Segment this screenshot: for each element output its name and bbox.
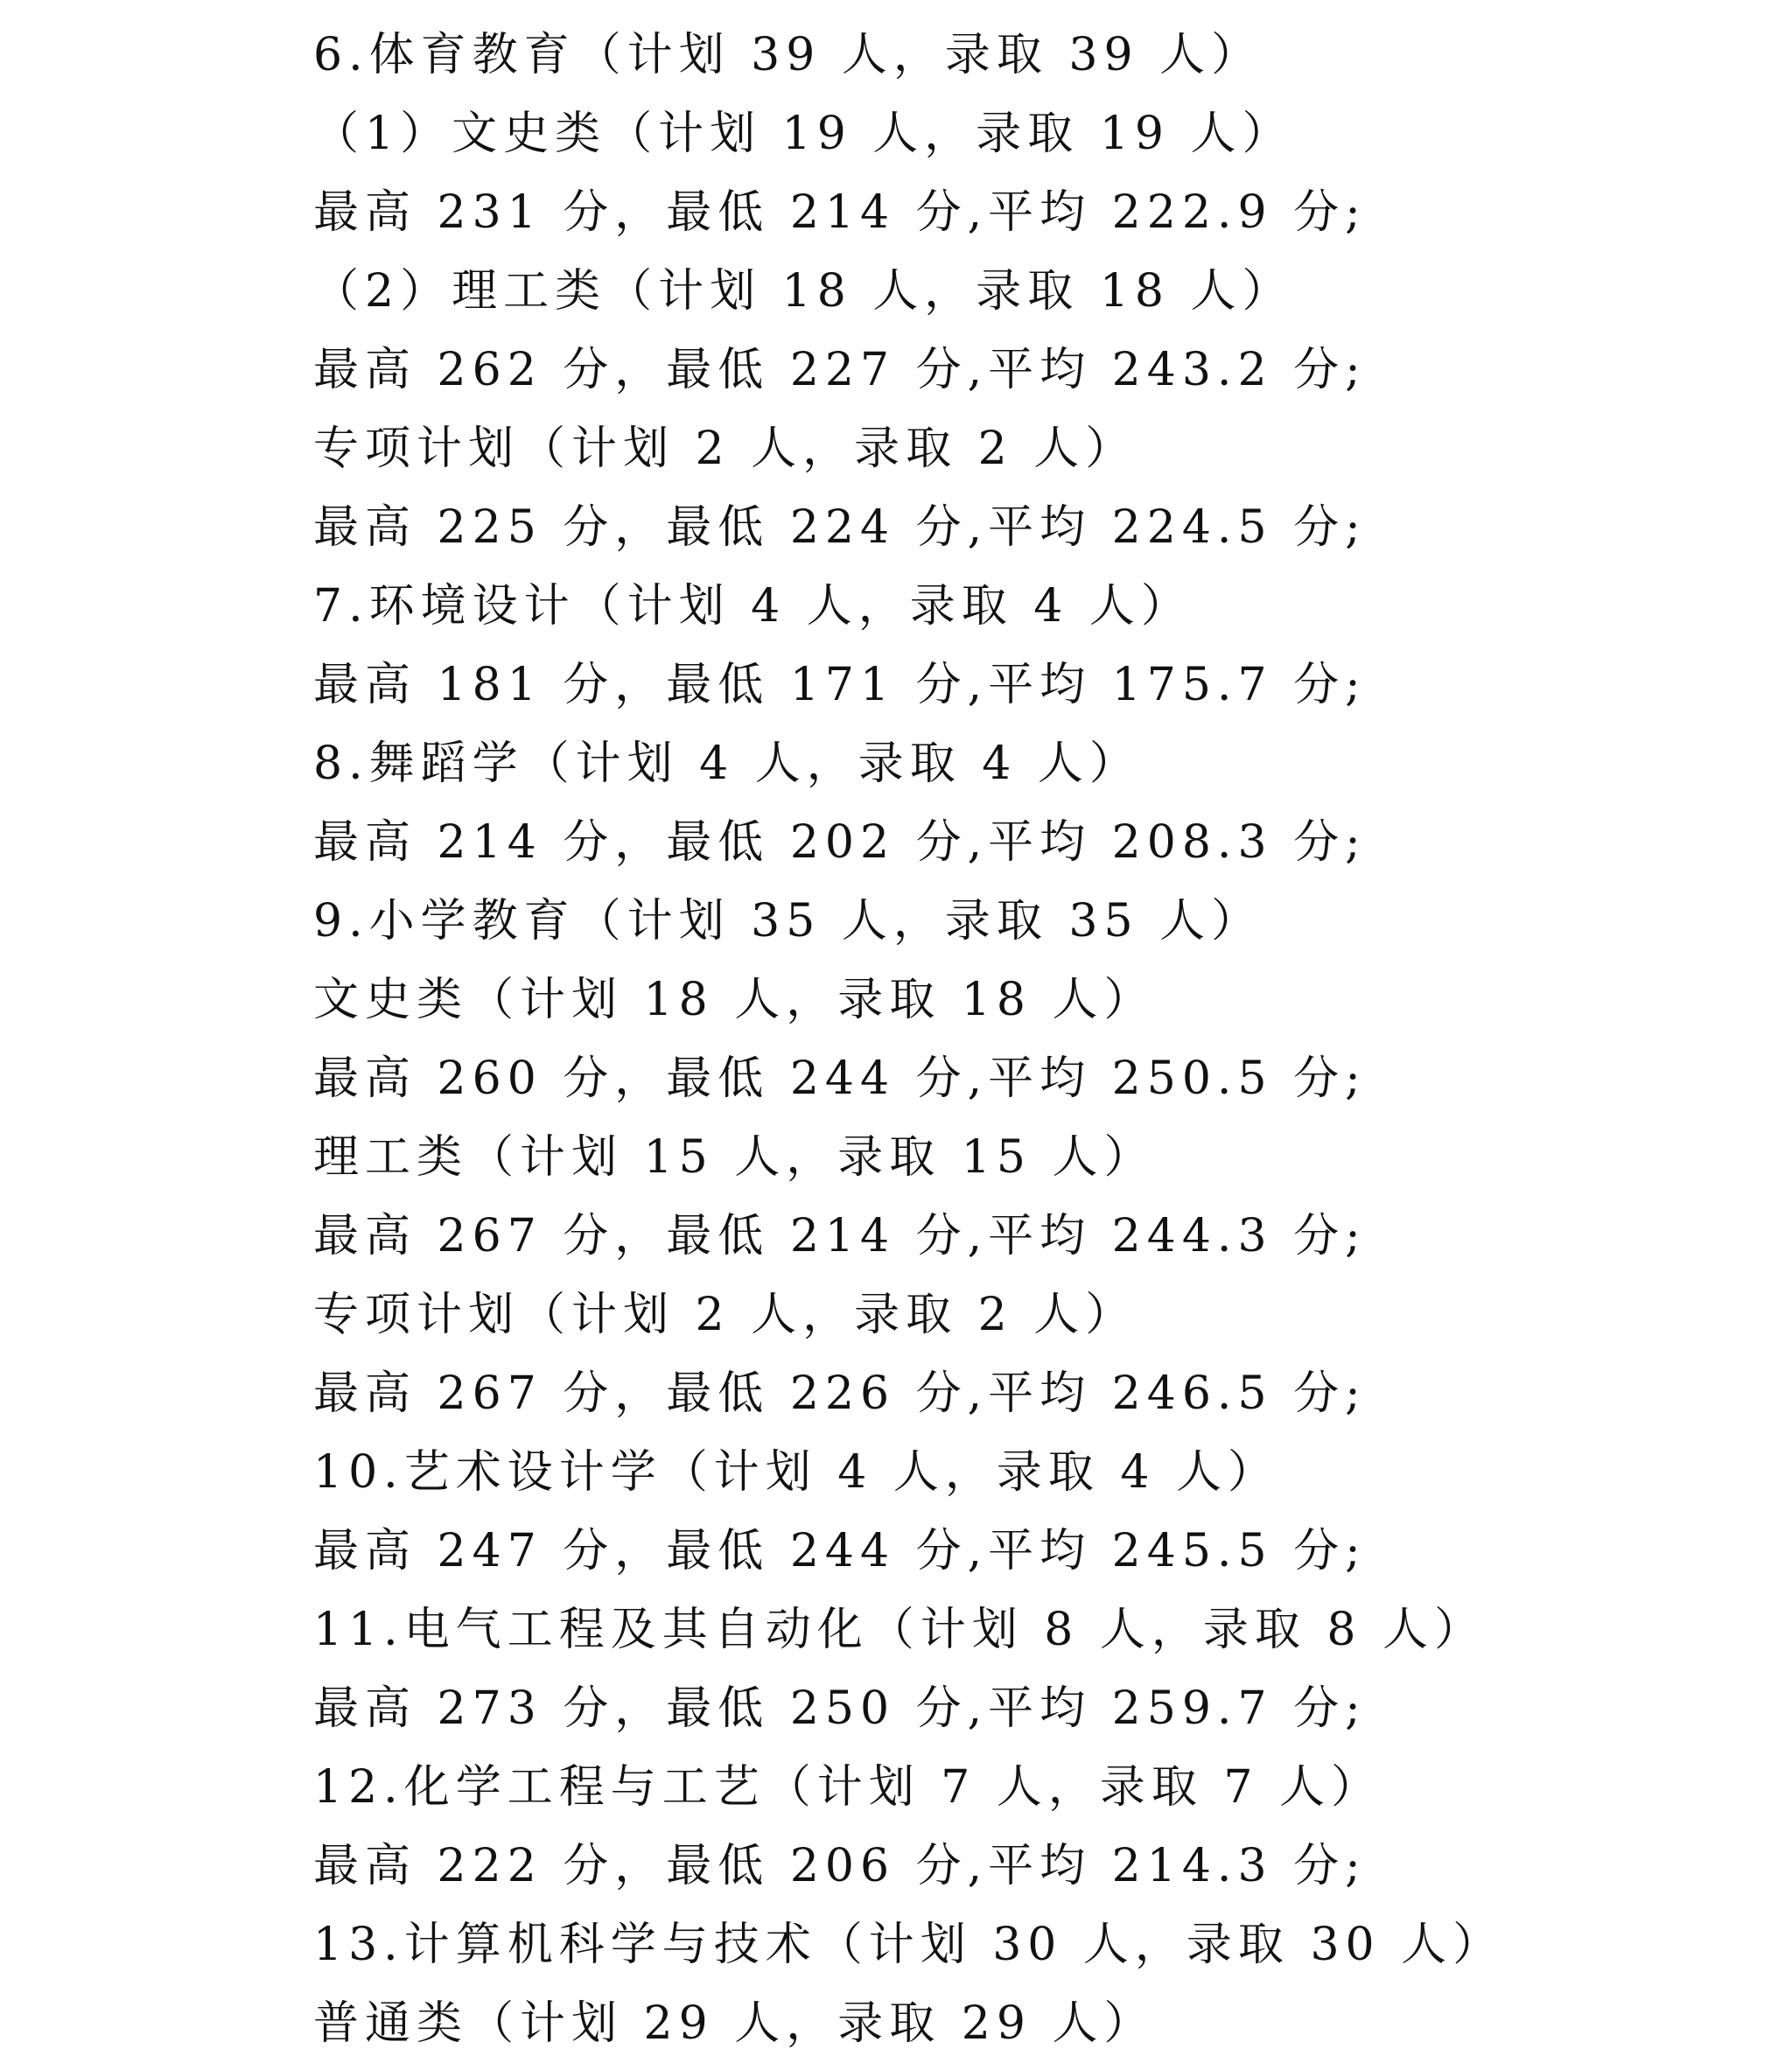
heading-art-design: 10.艺术设计学（计划 4 人，录取 4 人） (313, 1446, 1279, 1499)
subheading-special-plan: 专项计划（计划 2 人，录取 2 人） (313, 423, 1138, 475)
subheading-science: （2）理工类（计划 18 人，录取 18 人） (313, 265, 1294, 318)
heading-chemical-engineering: 12.化学工程与工艺（计划 7 人，录取 7 人） (313, 1761, 1382, 1814)
document-body (313, 23, 1748, 2070)
score-line: 最高 273 分，最低 250 分,平均 259.7 分; (313, 1682, 1367, 1735)
score-line: 最高 260 分，最低 244 分,平均 250.5 分; (313, 1052, 1367, 1105)
score-line: 最高 262 分，最低 227 分,平均 243.2 分; (313, 344, 1367, 396)
score-line: 最高 181 分，最低 171 分,平均 175.7 分; (313, 659, 1367, 711)
subheading-general: 普通类（计划 29 人，录取 29 人） (313, 1997, 1156, 2050)
score-line: 最高 231 分，最低 214 分,平均 222.9 分; (313, 186, 1367, 239)
subheading-liberal-arts: 文史类（计划 18 人，录取 18 人） (313, 974, 1156, 1026)
heading-physical-education: 6.体育教育（计划 39 人，录取 39 人） (313, 29, 1264, 81)
heading-computer-science: 13.计算机科学与技术（计划 30 人，录取 30 人） (313, 1919, 1505, 1971)
subheading-special-plan: 专项计划（计划 2 人，录取 2 人） (313, 1289, 1138, 1341)
subheading-liberal-arts: （1）文史类（计划 19 人，录取 19 人） (313, 108, 1294, 160)
heading-dance: 8.舞蹈学（计划 4 人，录取 4 人） (313, 738, 1141, 790)
score-line: 最高 222 分，最低 206 分,平均 214.3 分; (313, 1840, 1367, 1892)
score-line: 最高 214 分，最低 202 分,平均 208.3 分; (313, 816, 1367, 869)
score-line: 最高 247 分，最低 244 分,平均 245.5 分; (313, 1525, 1367, 1577)
heading-primary-education: 9.小学教育（计划 35 人，录取 35 人） (313, 895, 1264, 948)
score-line: 最高 225 分，最低 224 分,平均 224.5 分; (313, 501, 1367, 554)
heading-electrical-engineering: 11.电气工程及其自动化（计划 8 人，录取 8 人） (313, 1604, 1486, 1656)
score-line: 最高 267 分，最低 226 分,平均 246.5 分; (313, 1367, 1367, 1420)
score-line: 最高 267 分，最低 214 分,平均 244.3 分; (313, 1210, 1367, 1262)
heading-environmental-design: 7.环境设计（计划 4 人，录取 4 人） (313, 580, 1193, 633)
subheading-science: 理工类（计划 15 人，录取 15 人） (313, 1131, 1156, 1184)
